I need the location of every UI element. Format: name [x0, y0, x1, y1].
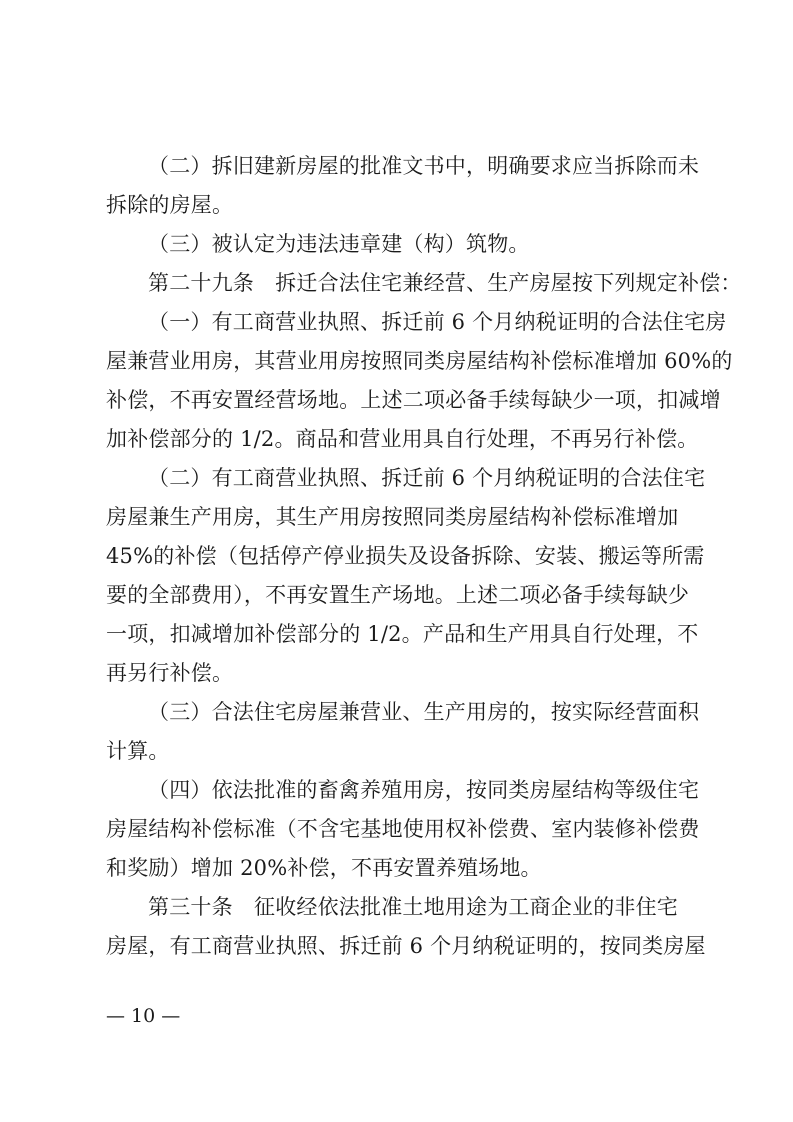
line-text: 一项，扣减增加补偿部分的 1/2。产品和生产用具自行处理，不 [106, 622, 699, 646]
page-number: — 10 — [106, 1005, 181, 1027]
line-text: 第三十条 征收经依法批准土地用途为工商企业的非住宅 [148, 895, 678, 919]
line-text: 计算。 [106, 739, 170, 763]
line-text: （二）有工商营业执照、拆迁前 6 个月纳税证明的合法住宅 [148, 466, 706, 490]
text-line [0, 538, 793, 574]
line-text: 拆除的房屋。 [106, 193, 234, 217]
line-text: 房屋，有工商营业执照、拆迁前 6 个月纳税证明的，按同类房屋 [106, 934, 706, 958]
line-text: 和奖励）增加 20%补偿，不再安置养殖场地。 [106, 856, 542, 880]
line-text: （一）有工商营业执照、拆迁前 6 个月纳税证明的合法住宅房 [148, 310, 727, 334]
text-line [0, 265, 793, 301]
line-text: 补偿，不再安置经营场地。上述二项必备手续每缺少一项，扣减增 [106, 388, 721, 412]
text-line [0, 499, 793, 535]
text-line [0, 148, 793, 184]
line-text: （三）合法住宅房屋兼营业、生产用房的，按实际经营面积 [148, 700, 700, 724]
line-text: 45%的补偿（包括停产停业损失及设备拆除、安装、搬运等所需 [106, 544, 705, 568]
text-line [0, 187, 793, 223]
text-line [0, 772, 793, 808]
line-text: （四）依法批准的畜禽养殖用房，按同类房屋结构等级住宅 [148, 778, 700, 802]
line-text: 屋兼营业用房，其营业用房按照同类房屋结构补偿标准增加 60%的 [106, 349, 733, 373]
line-text: 要的全部费用），不再安置生产场地。上述二项必备手续每缺少 [106, 583, 690, 607]
line-text: 再另行补偿。 [106, 661, 234, 685]
text-line [0, 811, 793, 847]
text-line [0, 694, 793, 730]
text-line [0, 343, 793, 379]
line-text: （三）被认定为违法违章建（构）筑物。 [148, 232, 530, 256]
text-line [0, 616, 793, 652]
line-text: 房屋兼生产用房，其生产用房按照同类房屋结构补偿标准增加 [106, 505, 679, 529]
text-line [0, 421, 793, 457]
line-text: 第二十九条 拆迁合法住宅兼经营、生产房屋按下列规定补偿： [148, 271, 742, 295]
text-line [0, 577, 793, 613]
line-text: （二）拆旧建新房屋的批准文书中，明确要求应当拆除而未 [148, 154, 700, 178]
text-line [0, 928, 793, 964]
text-line [0, 304, 793, 340]
line-text: 房屋结构补偿标准（不含宅基地使用权补偿费、室内装修补偿费 [106, 817, 700, 841]
line-text: 加补偿部分的 1/2。商品和营业用具自行处理，不再另行补偿。 [106, 427, 699, 451]
text-line [0, 850, 793, 886]
text-line [0, 460, 793, 496]
text-line [0, 733, 793, 769]
text-line [0, 655, 793, 691]
text-line [0, 889, 793, 925]
text-line [0, 226, 793, 262]
text-line [0, 382, 793, 418]
